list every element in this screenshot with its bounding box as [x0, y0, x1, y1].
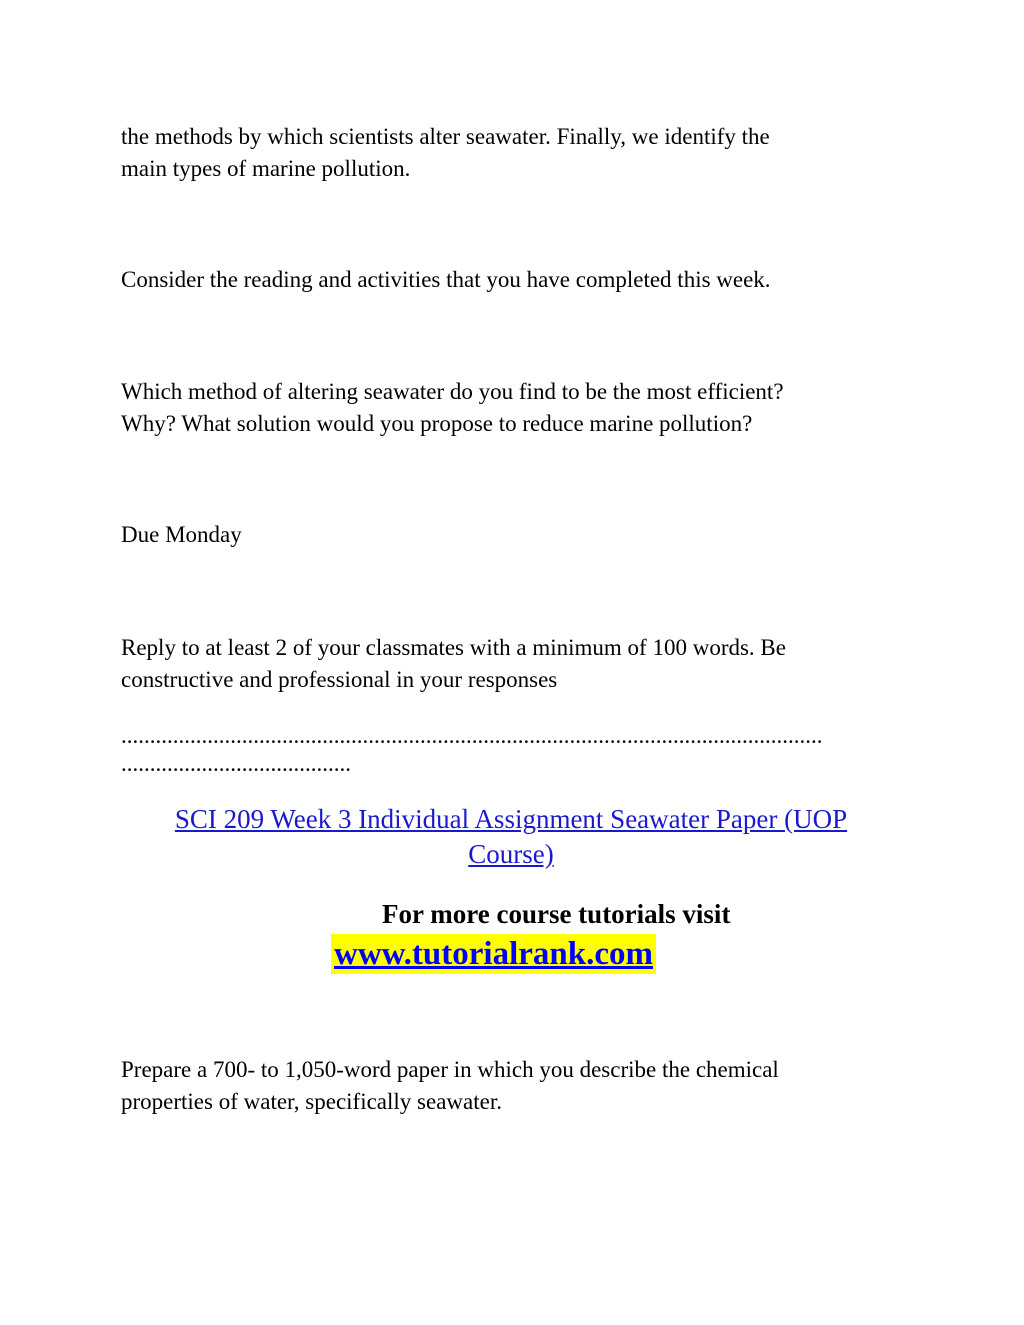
- question-line-2: Why? What solution would you propose to reduce marine pollution?: [121, 411, 753, 436]
- reply-paragraph: [121, 632, 911, 696]
- question-line-1: Which method of altering seawater do you find to be the most efficient?: [121, 379, 784, 404]
- question-paragraph: [121, 376, 911, 440]
- reply-line-1: Reply to at least 2 of your classmates with a minimum of 100 words. Be: [121, 635, 786, 660]
- dotted-separator-line-1: ..........................................................................................................................: [121, 723, 823, 748]
- prepare-line-2: properties of water, specifically seawater.: [121, 1089, 502, 1114]
- consider-line-1: Consider the reading and activities that you have completed this week.: [121, 267, 771, 292]
- dotted-separator-line-2: ........................................: [121, 751, 351, 776]
- due-paragraph: [121, 519, 911, 551]
- prepare-paragraph: [121, 1054, 911, 1118]
- course-title-line-1: SCI 209 Week 3 Individual Assignment Seawater Paper (UOP: [174, 804, 848, 834]
- intro-end-paragraph: [121, 121, 911, 185]
- prepare-line-1: Prepare a 700- to 1,050-word paper in which you describe the chemical: [121, 1057, 779, 1082]
- intro-end-line-1: the methods by which scientists alter seawater. Finally, we identify the: [121, 124, 770, 149]
- tutorialrank-link[interactable]: www.tutorialrank.com: [331, 934, 656, 974]
- course-title-line-2: Course): [468, 839, 554, 869]
- reply-line-2: constructive and professional in your responses: [121, 667, 558, 692]
- dotted-separator: [121, 722, 901, 778]
- intro-end-line-2: main types of marine pollution.: [121, 156, 411, 181]
- consider-paragraph: [121, 264, 911, 296]
- visit-label: For more course tutorials visit: [382, 899, 731, 929]
- due-line-1: Due Monday: [121, 522, 242, 547]
- course-title-link[interactable]: [121, 802, 901, 872]
